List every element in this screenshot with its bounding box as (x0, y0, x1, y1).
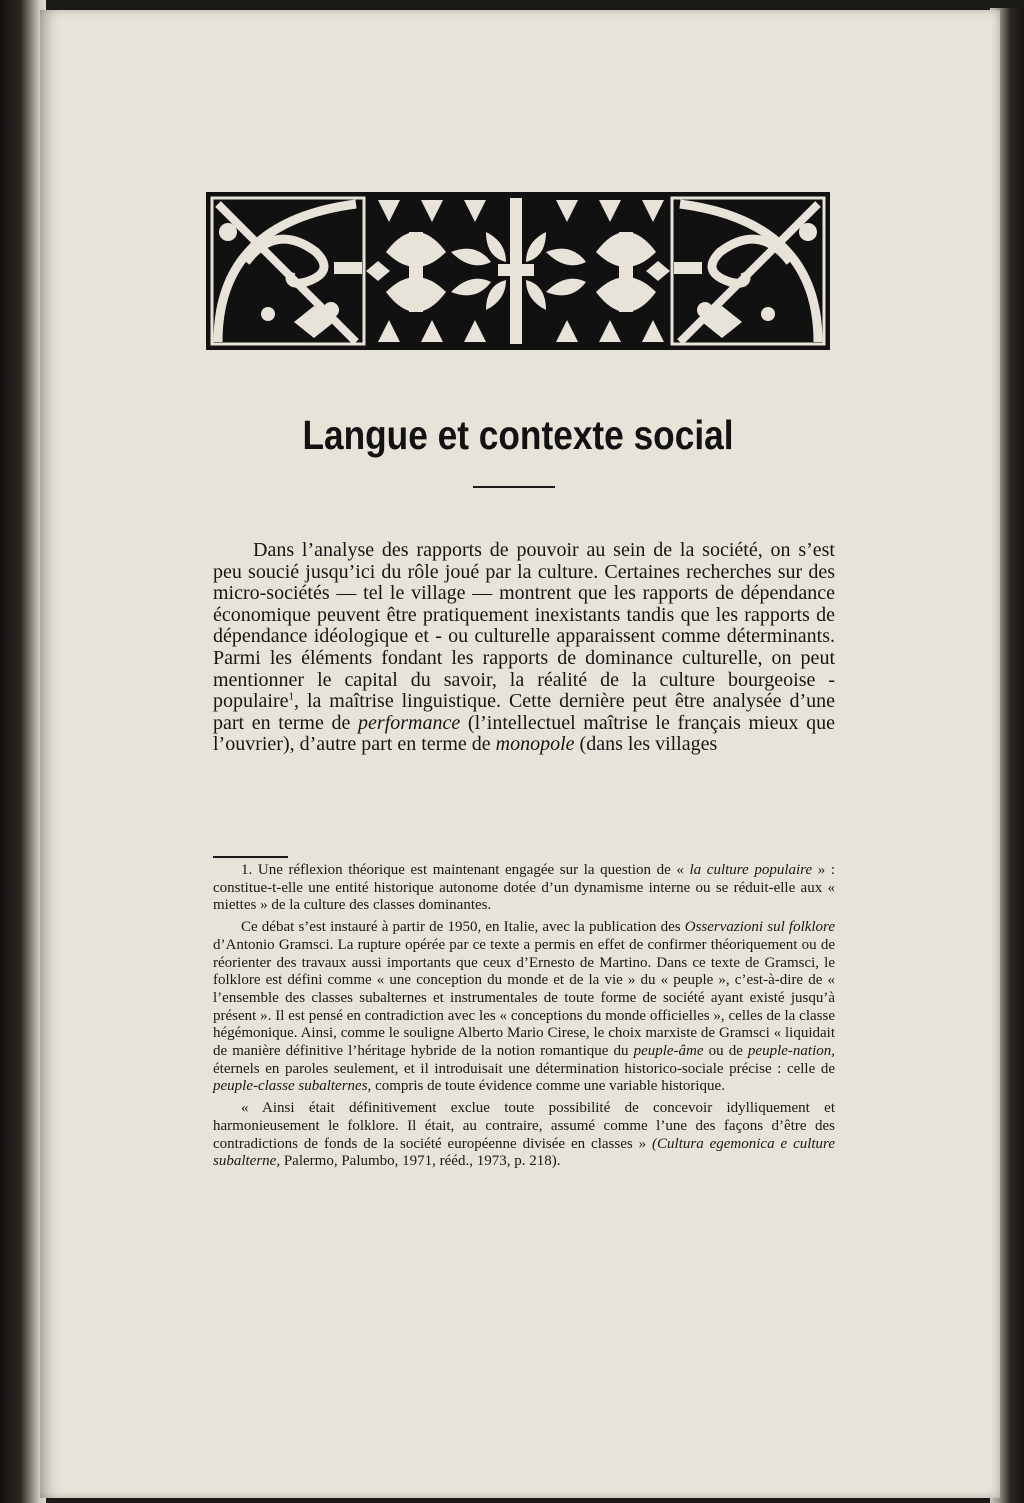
footnote-italic: la culture populaire (689, 862, 813, 878)
footnote-text: 1. Une réflexion théorique est maintenant engagée sur la question de « (241, 862, 690, 878)
footnote-italic: peuple-âme (633, 1043, 704, 1060)
footnote-text: « Ainsi était définitivement exclue toute possibilité de concevoir idylliquement et harmonieusement le folklore. Il était, au contraire, assumé comme l’une des façons d’être des contradictions de fonds de la société européenne divisée en classes » (213, 1100, 835, 1152)
paragraph (213, 540, 835, 756)
footnote-text: compris de toute évidence comme une variable historique. (371, 1078, 725, 1095)
footnote-text: Palermo, Palumbo, 1971, rééd., 1973, p. 218). (280, 1153, 561, 1170)
title-divider (473, 486, 555, 488)
emphasis-performance: performance (358, 711, 461, 734)
footnote-1 (213, 862, 835, 915)
footnote-text: ou de (703, 1043, 748, 1060)
footnote-text: Ce débat s’est instauré à partir de 1950, en Italie, avec la publication des (241, 919, 685, 936)
body-text-3: (l’intellectuel maîtrise le français mieux que l’ouvrier), d’autre part en terme de (213, 711, 835, 756)
footnote-marker: 1 (288, 690, 295, 703)
footnote-text: d’Antonio Gramsci. La rupture opérée par ce texte a permis en effet de confirmer théoriquement ou de réorienter des travaux aussi importants que ceux d’Ernesto de Martino. Dans ce texte de Gramsci, le folklore est défini comme « une conception du monde et de la vie » du « peuple », c’est-à-dire de « l’ensemble des classes subalternes et instrumentales de toute forme de société ayant existé jusqu’à présent ». Il est pensé en contradiction avec les « conceptions du monde officielles », celles de la classe hégémonique. Ainsi, comme le souligne Alberto Mario Cirese, le choix marxiste de Gramsci « liquidait de manière définitive l’héritage hybride de la notion romantique du (213, 936, 835, 1060)
footnote-divider (213, 856, 288, 858)
emphasis-monopole: monopole (495, 733, 575, 756)
footnote-italic: (Cultura egemonica e culture subalterne, (213, 1135, 835, 1170)
body-text-2: , la maîtrise linguistique. Cette dernière peut être analysée d’une part en terme de (213, 690, 835, 734)
body-paragraph (213, 540, 835, 756)
body-text-1: Dans l’analyse des rapports de pouvoir au sein de la société, on s’est peu soucié jusqu’ici du rôle joué par la culture. Certaines recherches sur des micro-sociétés — tel le village — montrent que les rapports de dépendance économique peuvent être pratiquement inexistants tandis que les rapports de dépendance idéologique et - ou culturelle apparaissent comme déterminants. Parmi les éléments fondant les rapports de dominance culturelle, on peut mentionner le capital du savoir, la réalité de la culture bourgeoise - populaire (213, 539, 835, 713)
body-text-4: (dans les villages (574, 733, 718, 756)
footnote-italic: Osservazioni sul folklore (684, 919, 836, 936)
footnote-italic: peuple-nation, (747, 1043, 835, 1060)
footnotes (213, 862, 835, 1175)
footnote-text: éternels en paroles seulement, et il introduisait une détermination historico-sociale précise : celle de (213, 1060, 835, 1077)
footnote-paragraph-3 (213, 1100, 835, 1171)
footnote-italic: peuple-classe subalternes, (213, 1078, 372, 1095)
page-title: Langue et contexte social (302, 412, 734, 458)
footnote-text: » : constitue-t-elle une entité historique autonome dotée d’un dynamisme interne ou se réduit-elle aux « miettes » de la culture des classes dominantes. (213, 862, 836, 914)
decorative-frieze-icon (206, 192, 830, 350)
footnote-paragraph-2 (213, 919, 835, 1096)
